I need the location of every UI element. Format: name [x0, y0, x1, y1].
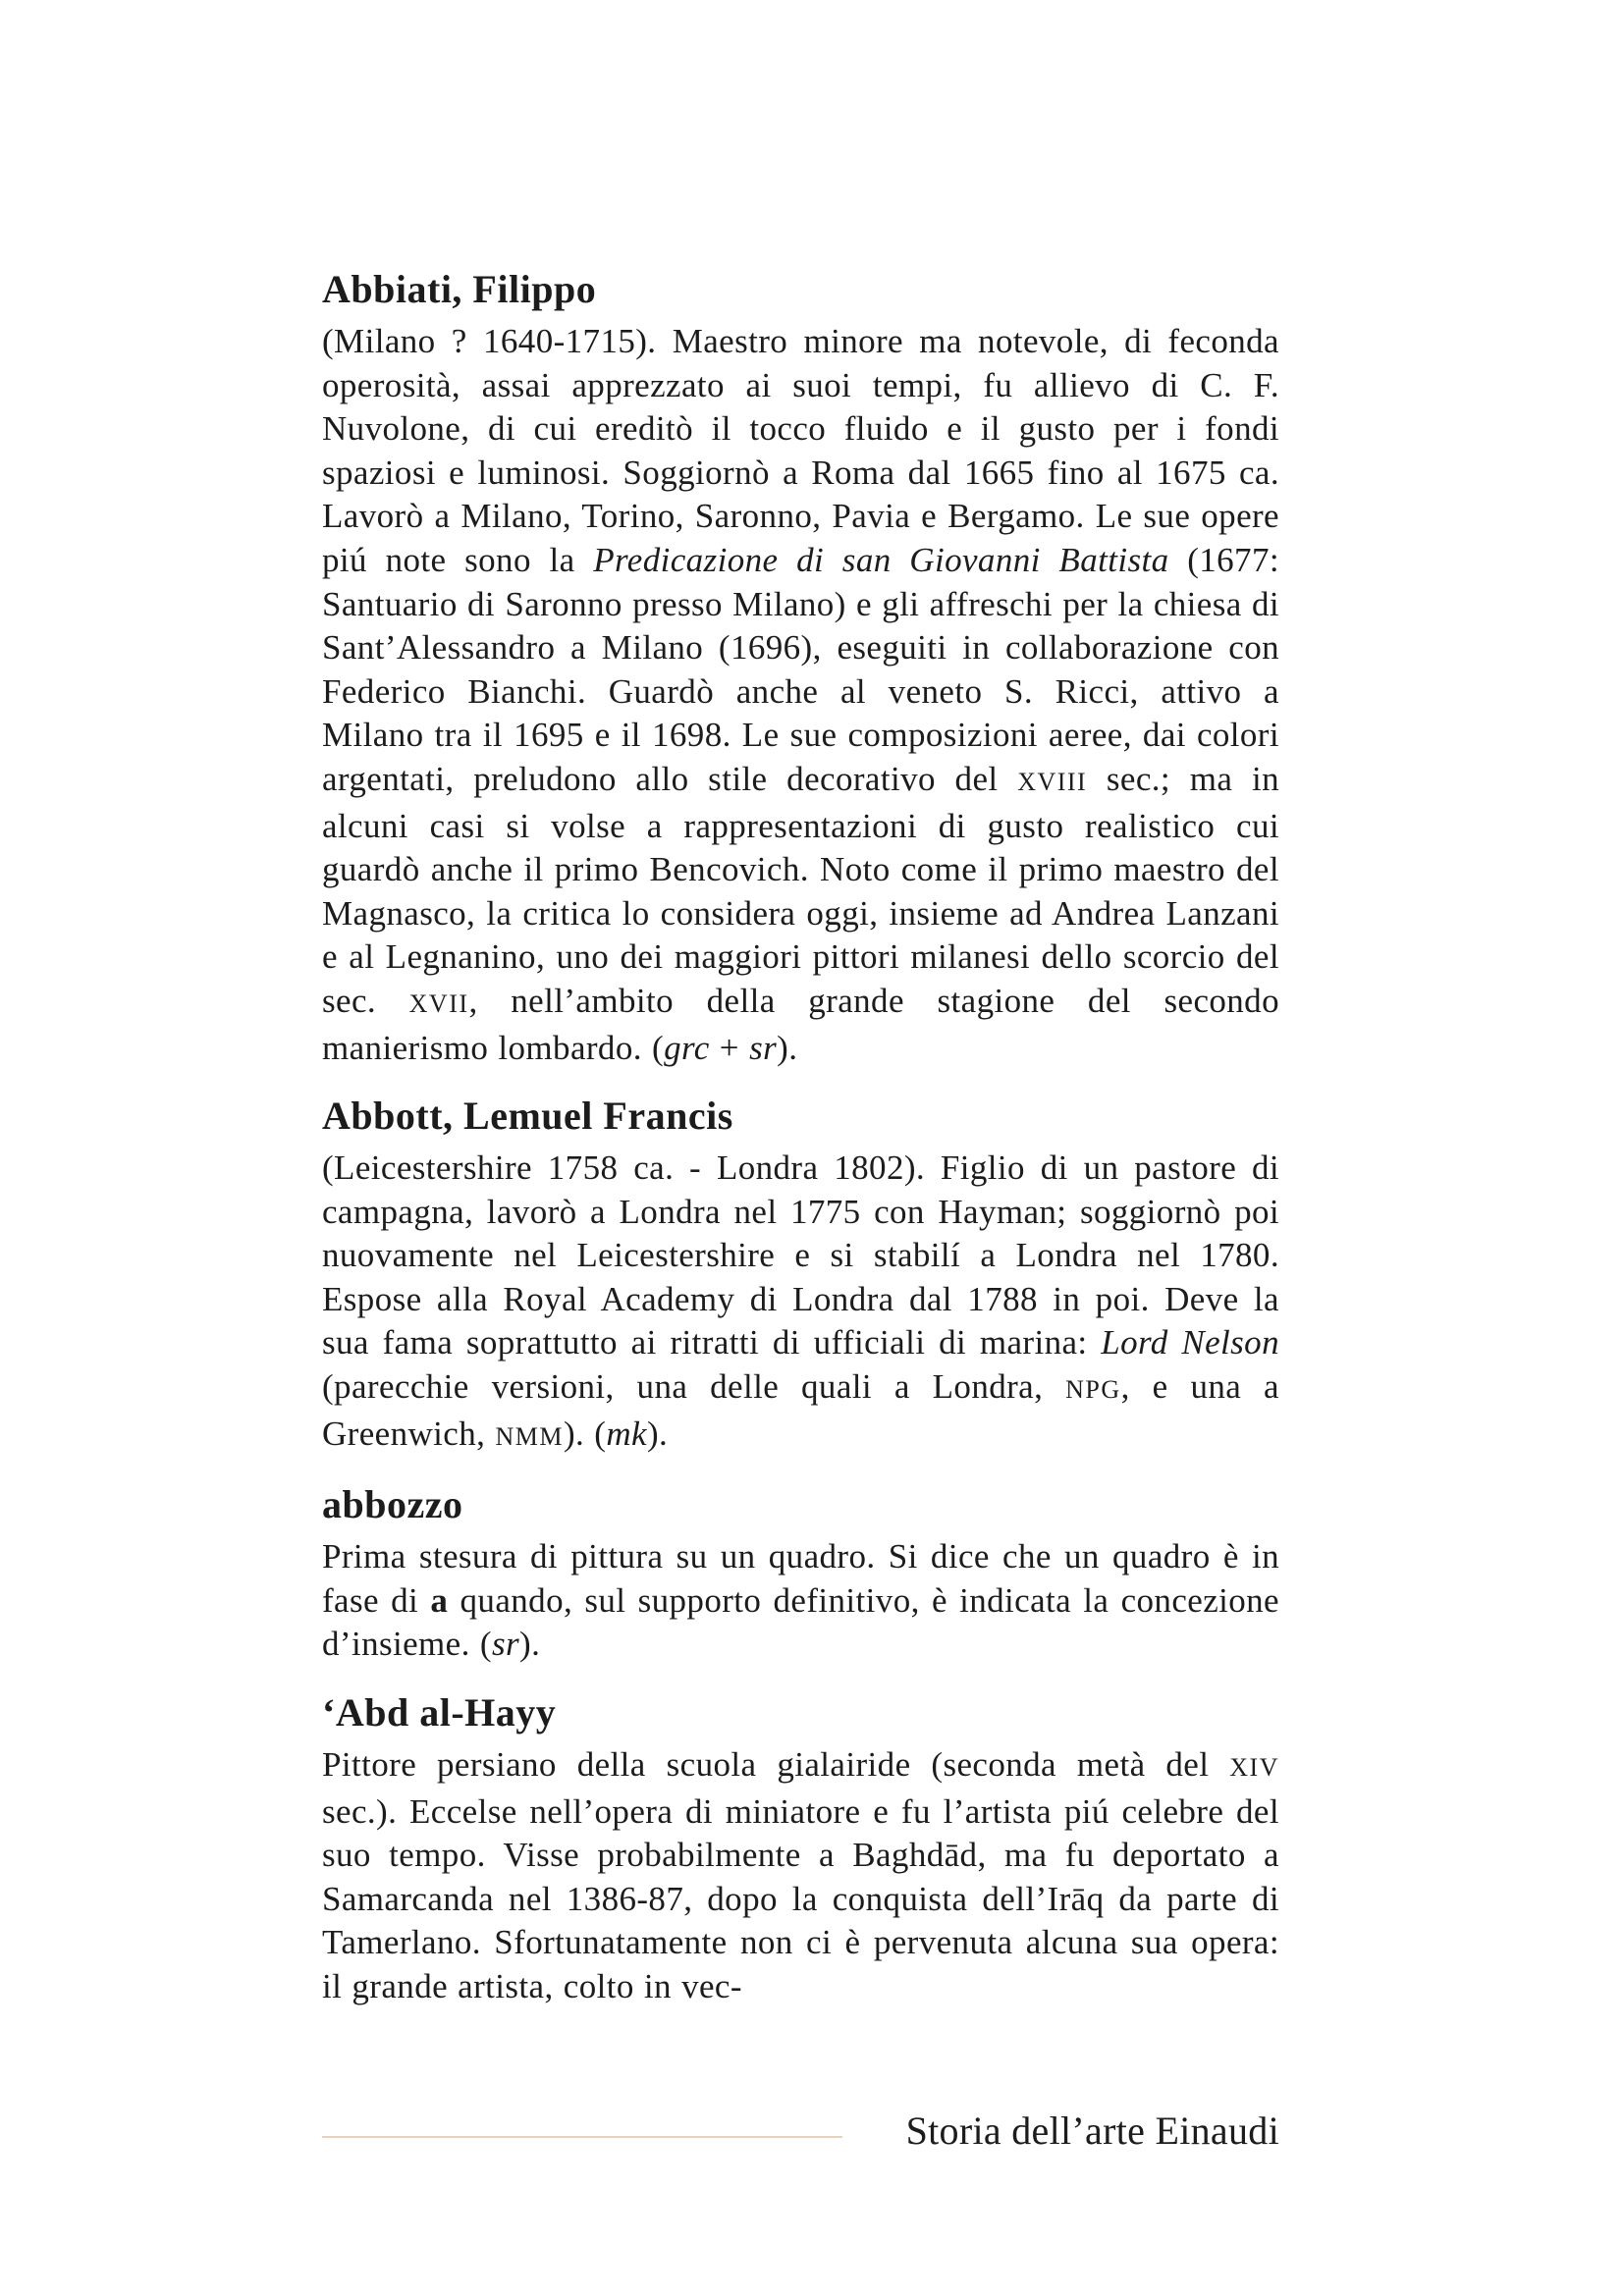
italic-text: Predicazione di san Giovanni Battista	[593, 540, 1169, 579]
italic-text: grc	[664, 1028, 710, 1067]
entry-abd-al-hayy	[322, 1690, 1279, 2009]
body-text: , e una a Greenwich,	[322, 1367, 1279, 1453]
small-caps-text: NMM	[495, 1421, 564, 1451]
italic-text: Lord Nelson	[1101, 1323, 1279, 1362]
footer-title: Storia dell’arte Einaudi	[905, 2109, 1279, 2153]
entry-title: abbozzo	[322, 1482, 463, 1527]
italic-text: mk	[606, 1414, 647, 1453]
body-text: +	[709, 1028, 750, 1067]
bold-text: a	[430, 1580, 449, 1620]
entry-abbott	[322, 1094, 1279, 1459]
entry-body	[322, 1743, 1279, 2009]
body-text: ).	[647, 1414, 669, 1453]
entry-title: ‘Abd al-Hayy	[322, 1690, 557, 1735]
body-text: (parecchie versioni, una delle quali a Londra,	[322, 1367, 1066, 1407]
small-caps-text: XVII	[408, 988, 469, 1018]
body-text: Prima stesura di pittura su un quadro. Si dice che un quadro è in fase di	[322, 1537, 1279, 1620]
body-text: (Leicestershire 1758 ca. - Londra 1802). Figlio di un pastore di campagna, lavorò a Londra nel 1775 con Hayman; soggiornò poi nuovamente nel Leicestershire e si stabilí a Londra nel 1780. Espose alla Royal Academy di Londra dal 1788 in poi. Deve la sua fama soprattutto ai ritratti di ufficiali di marina:	[322, 1148, 1279, 1362]
small-caps-text: NPG	[1065, 1375, 1121, 1405]
body-text: ).	[777, 1028, 798, 1067]
entry-title: Abbiati, Filippo	[322, 267, 597, 311]
page-content	[322, 267, 1279, 2033]
body-text: sec.). Eccelse nell’opera di miniatore e fu l’artista piú celebre del suo tempo. Visse probabilmente a Baghdād, ma fu deportato a Samarcanda nel 1386-87, dopo la conquista dell’Irāq da parte di Tamerlano. Sfortunatamente non ci è pervenuta alcuna sua opera: il grande artista, colto in vec-	[322, 1791, 1279, 2005]
small-caps-text: XIV	[1229, 1753, 1279, 1783]
entry-body	[322, 320, 1279, 1070]
small-caps-text: XVIII	[1017, 767, 1088, 796]
body-text: quando, sul supporto definitivo, è indicata la concezione d’insieme. (	[322, 1580, 1279, 1664]
body-text: ).	[519, 1625, 541, 1664]
italic-text: sr	[491, 1625, 520, 1664]
italic-text: sr	[749, 1028, 778, 1067]
body-text: Pittore persiano della scuola gialairide (seconda metà del	[322, 1745, 1230, 1785]
entry-abbiati	[322, 267, 1279, 1070]
entry-title: Abbott, Lemuel Francis	[322, 1094, 733, 1139]
page-footer	[322, 2109, 1279, 2154]
body-text: ). (	[563, 1414, 607, 1453]
entry-body	[322, 1535, 1279, 1667]
entry-body	[322, 1147, 1279, 1459]
body-text: sec.; ma in alcuni casi si volse a rappresentazioni di gusto realistico cui guardò anche il primo Bencovich. Noto come il primo maestro del Magnasco, la critica lo considera oggi, insieme ad Andrea Lanzani e al Legnanino, uno dei maggiori pittori milanesi dello scorcio del sec.	[322, 759, 1279, 1020]
footer-rule	[322, 2136, 842, 2138]
body-text: (Milano ? 1640-1715). Maestro minore ma notevole, di feconda operosità, assai apprezzato ai suoi tempi, fu allievo di C. F. Nuvolone, di cui ereditò il tocco fluido e il gusto per i fondi spaziosi e luminosi. Soggiornò a Roma dal 1665 fino al 1675 ca. Lavorò a Milano, Torino, Saronno, Pavia e Bergamo. Le sue opere piú note sono la	[322, 322, 1279, 579]
entry-abbozzo	[322, 1482, 1279, 1667]
body-text: , nell’ambito della grande stagione del secondo manierismo lombardo. (	[322, 981, 1279, 1067]
body-text: (1677: Santuario di Saronno presso Milano) e gli affreschi per la chiesa di Sant’Alessandro a Milano (1696), eseguiti in collaborazione con Federico Bianchi. Guardò anche al veneto S. Ricci, attivo a Milano tra il 1695 e il 1698. Le sue composizioni aeree, dai colori argentati, preludono allo stile decorativo del	[322, 540, 1279, 798]
